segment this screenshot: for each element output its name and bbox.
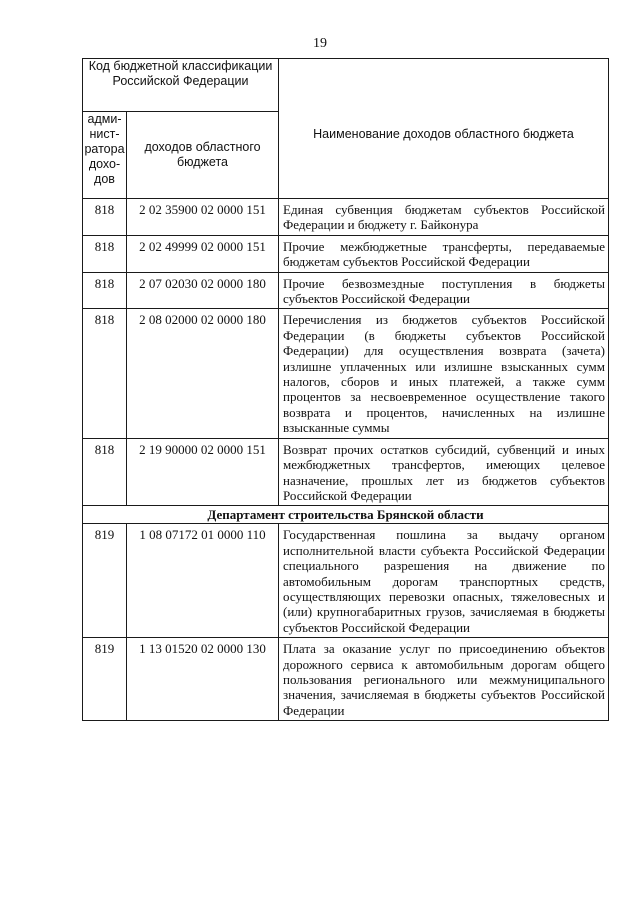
income-name: Перечисления из бюджетов субъектов Российской Федерации (в бюджеты субъектов Российской Федерации) для осуществления возврата (зачета) излишне уплаченных или излишне взысканных сумм налогов, сборов и иных платежей, а также сумм процентов за несвоевременное осуществление такого возврата и процентов, начисленных на излишне взысканные суммы: [279, 309, 609, 438]
admin-code: 819: [83, 638, 127, 721]
budget-code: 2 02 49999 02 0000 151: [127, 235, 279, 272]
department-row: [83, 506, 609, 524]
table-row: [83, 438, 609, 506]
budget-code: 1 08 07172 01 0000 110: [127, 524, 279, 638]
admin-code: 818: [83, 272, 127, 309]
income-name: Государственная пошлина за выдачу органом исполнительной власти субъекта Российской Федерации специального разрешения на движение по автомобильным дорогам транспортных средств, осуществляющих перевозки опасных, тяжеловесных и (или) крупногабаритных грузов, зачисляемая в бюджеты субъектов Российской Федерации: [279, 524, 609, 638]
admin-code: 818: [83, 235, 127, 272]
budget-code: 2 02 35900 02 0000 151: [127, 199, 279, 236]
table-row: [83, 638, 609, 721]
budget-code: 2 07 02030 02 0000 180: [127, 272, 279, 309]
table-header-row: [83, 59, 609, 112]
admin-code: 818: [83, 438, 127, 506]
table-row: [83, 235, 609, 272]
table-row: [83, 272, 609, 309]
budget-code: 1 13 01520 02 0000 130: [127, 638, 279, 721]
table-row: [83, 199, 609, 236]
header-classification-code: Код бюджетной классификации Российской Федерации: [83, 59, 279, 112]
admin-code: 818: [83, 309, 127, 438]
table-row: [83, 309, 609, 438]
admin-code: 818: [83, 199, 127, 236]
income-name: Единая субвенция бюджетам субъектов Российской Федерации и бюджету г. Байконура: [279, 199, 609, 236]
header-administrator: адми-нист-ратора дохо-дов: [83, 112, 127, 199]
budget-code: 2 19 90000 02 0000 151: [127, 438, 279, 506]
department-heading: Департамент строительства Брянской области: [83, 506, 609, 524]
header-income-code: доходов областного бюджета: [127, 112, 279, 199]
income-name: Прочие безвозмездные поступления в бюджеты субъектов Российской Федерации: [279, 272, 609, 309]
admin-code: 819: [83, 524, 127, 638]
page-number: 19: [313, 36, 327, 51]
header-income-name: Наименование доходов областного бюджета: [279, 59, 609, 199]
table-row: [83, 524, 609, 638]
income-name: Плата за оказание услуг по присоединению объектов дорожного сервиса к автомобильным дорогам общего пользования регионального или межмуниципального значения, зачисляемая в бюджеты субъектов Российской Федерации: [279, 638, 609, 721]
budget-code: 2 08 02000 02 0000 180: [127, 309, 279, 438]
income-name: Прочие межбюджетные трансферты, передаваемые бюджетам субъектов Российской Федерации: [279, 235, 609, 272]
budget-income-table: [82, 58, 609, 721]
income-name: Возврат прочих остатков субсидий, субвенций и иных межбюджетных трансфертов, имеющих целевое назначение, прошлых лет из бюджетов субъектов Российской Федерации: [279, 438, 609, 506]
